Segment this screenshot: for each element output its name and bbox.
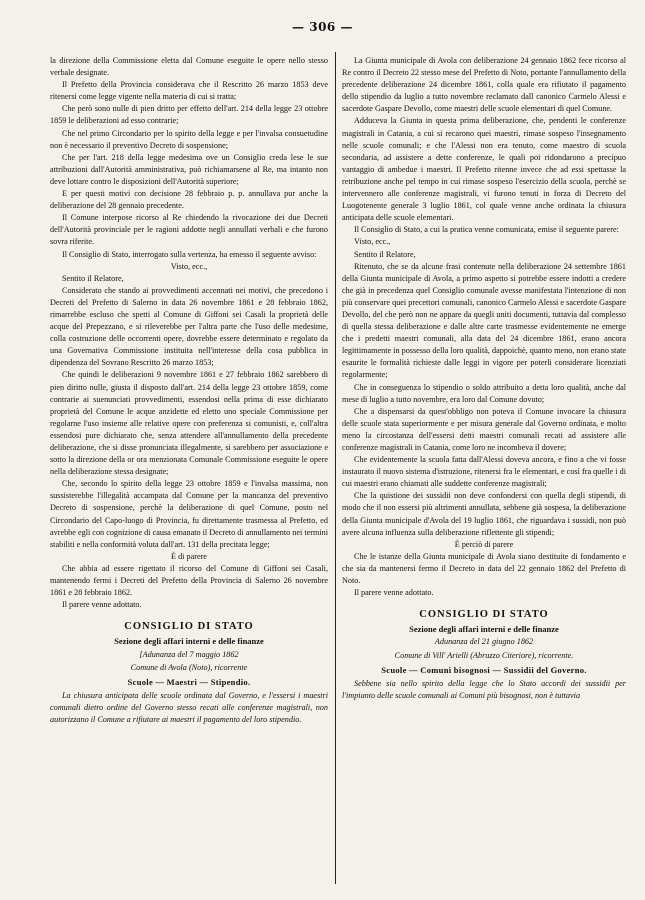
paragraph: La Giunta municipale di Avola con deliberazione 24 gennaio 1862 fece ricorso al Re contro il Decreto 22 stesso mese del Prefetto di Noto, portante l'annullamento della precedente deliberazione 24 dicembre 1861, colla quale era rifiutato il pagamento dello stipendio da luglio a tutto novembre reclamato dall canonico Carmelo Alessi e sacerdote Gaspare Devollo, come maestri delle scuole elementari di quel Comune.: [342, 56, 626, 114]
header-section: Sezione degli affari interni e delle finanze: [114, 636, 264, 647]
paragraph: Che a dispensarsi da quest'obbligo non poteva il Comune invocare la chiusura delle scuole stata superiormente e per misura generale dal Governo ordinata, e molto meno la circostanza dell'essersi detti maestri comunali recati ad assistere alle conferenze magistrali in Catania, come loro ne incombeva il dovere;: [342, 406, 626, 452]
right-column: [342, 55, 626, 702]
paragraph: Che nel primo Circondario per lo spirito della legge e per l'invalsa consuetudine non è necessario il preventivo Decreto di sospensione;: [50, 128, 328, 150]
header-date: Adunanza del 21 giugno 1862: [434, 637, 534, 647]
header-subject: Scuole — Comuni bisognosi — Sussidii del Governo.: [381, 664, 587, 675]
parere-line: È di parere: [171, 551, 207, 561]
parere-line: È perciò di parere: [454, 539, 514, 549]
left-column: [50, 55, 328, 726]
paragraph: Che quindi le deliberazioni 9 novembre 1861 e 27 febbraio 1862 sarebbero di pien diritto nulle, giusta il disposto dall'art. 214 della legge 23 ottobre 1859, come contrarie ai suenunciati provvedimenti, essendosi nella prima di esse dichiarato proprietà del Comune le acque anzidette ed eletto uno speciale Commissione per regolarne l'uso insieme alle relative opere con preferenza si comunisti, e, coll'altra essendosi pure dichiarato che, senza attendere all'annullamento della precedente deliberazione, che si disse pronunciata illegalmente, si sarebbero per associazione e sotto la direzione della or ora menzionata Comunale Commissione eseguite le opere nella deliberazione stessa designate;: [50, 370, 328, 477]
case-summary: Sebbene sia nello spirito della legge che lo Stato accordi dei sussidii per l'impianto delle scuole comunali ai Comuni più bisognosi, non è tuttavia: [342, 678, 626, 700]
paragraph: Che per l'art. 218 della legge medesima ove un Consiglio creda lese le sue attribuzioni dall'Autorità amministrativa, può richiamarsene al Re, ma intanto non deve lottare contro le disposizioni dell'Autorità superiore;: [50, 152, 328, 186]
paragraph: Che in conseguenza lo stipendio o soldo attribuito a detta loro qualità, anche dal mese di luglio a tutto novembre, era loro dal Comune dovuto;: [342, 382, 626, 404]
paragraph: Che, secondo lo spirito della legge 23 ottobre 1859 e l'invalsa massima, non sussisterebbe l'illegalità accampata dal Comune per la mancanza del preventivo Decreto di sospensione, perchè la deliberazione di quel Comune, posto nel Circondario del Capo-luogo di Provincia, fu direttamente trasmessa al Prefetto, ed avrebbe egli con cognizione di causa emanato il Decreto di annullamento nei termini stabiliti e nella conformità voluta dall'art. 131 della precitata legge;: [50, 479, 328, 549]
paragraph: Che però sono nulle di pien dritto per effetto dell'art. 214 della legge 23 ottobre 1859 le deliberazioni ad esso contrarie;: [50, 104, 328, 126]
paragraph: Che la quistione dei sussidii non deve confondersi con quella degli stipendi, di modo che il non essersi più altrimenti annullata, sebbene già sospesa, la deliberazione della Giunta municipale d'Avola del 19 luglio 1861, che riguardava i sussidi, non può avere alcuna influenza sulla deliberazione riflettente gli stipendi;: [342, 491, 626, 537]
section-header: [342, 609, 626, 675]
sentito-line: Sentito il Relatore,: [354, 249, 416, 259]
paragraph: E per questi motivi con decisione 28 febbraio p. p. annullava pur anche la deliberazione del 28 gennaio precedente.: [50, 189, 328, 211]
conclusion: Che le istanze della Giunta municipale di Avola siano destituite di fondamento e che sia da mantenersi fermo il Decreto in data del 22 gennaio 1862 del Prefetto di Noto.: [342, 551, 626, 586]
adopted-line: Il parere venne adottato.: [354, 588, 434, 598]
header-date: [Adunanza del 7 maggio 1862: [139, 649, 239, 659]
paragraph: Il Consiglio di Stato, interrogato sulla vertenza, ha emesso il seguente avviso:: [62, 249, 317, 259]
visto-line: Visto, ecc.,: [354, 237, 391, 247]
paragraph: Considerato che stando ai provvedimenti accennati nei motivi, che precedono i Decreti del Prefetto di Salerno in data 26 novembre 1861 e 28 febbraio 1862, rimarrebbe escluso che spetti al Comune di Giffoni sei Casali la proprietà delle acque del Prepezzano, e si rileverebbe per l'altra parte che l'uso delle medesime, colla costruzione delle occorrenti opere, dovrebbe essere determinato e regolato da una Governativa Commissione instituita nell'interesse della cosa pubblica in dipendenza del Sovrano Rescritto 26 marzo 1853;: [50, 285, 328, 368]
header-subject: Scuole — Maestri — Stipendio.: [127, 676, 251, 687]
paragraph: Che evidentemente la scuola fatta dall'Alessi doveva ancora, e fino a che vi fosse instaurato il nuovo sistema d'istruzione, ritenersi fra le elementari, e così fra quelle i di cui maestri erano chiamati alle suddette conferenze magistrali;: [342, 455, 626, 489]
paragraph: la direzione della Commissione eletta dal Comune eseguite le opere nello stesso verbale designate.: [50, 56, 328, 78]
paragraph: Adduceva la Giunta in questa prima deliberazione, che, pendenti le conferenze magistrali in Catania, a cui si recarono quei maestri, rimase sospeso l'insegnamento nelle scuole comunali; e che l'Alessi non era tenuto, come maestro di scuola secondaria, ad assistere a dette conferenze, le quali poi ridondarono a precipuo vantaggio di ambedue i maestri. Il Prefetto ritenne invece che ad essi spettasse la retribuzione anche pel tempo in cui rimase sospeso l'esercizio della scuola, perchè se intervennero alle conferenze magistrali, vi furono tenuti in forza di Decreto del Luogotenente generale 3 luglio 1861, col quale venne anche ordinata la chiusura anticipata delle scuole elementari.: [342, 116, 626, 223]
visto-line: Visto, ecc.,: [170, 261, 208, 271]
page-number: — 306 —: [292, 20, 353, 34]
header-title: CONSIGLIO DI STATO: [419, 609, 549, 621]
header-comune: Comune di Vill' Arielli (Abruzzo Citeriore), ricorrente.: [394, 650, 574, 660]
adopted-line: Il parere venne adottato.: [62, 600, 142, 610]
header-section: Sezione degli affari interni e delle finanze: [409, 624, 559, 635]
column-divider: [335, 52, 336, 884]
paragraph: Il Consiglio di Stato, a cui la pratica venne comunicata, emise il seguente parere:: [354, 225, 619, 235]
case-summary: La chiusura anticipata delle scuole ordinata dal Governo, e l'essersi i maestri comunali dietro ordine del Governo stesso recati alle conferenze magistrali, non autorizzano il Comune a rifiutare ai maestri il pagamento del loro stipendio.: [50, 690, 328, 724]
header-title: CONSIGLIO DI STATO: [124, 621, 254, 633]
sentito-line: Sentito il Relatore,: [62, 273, 124, 283]
paragraph: Il Comune interpose ricorso al Re chiedendo la rivocazione dei due Decreti dell'Autorità provinciale per le ragioni addotte negli annullati verbali e che furono sovra riferite.: [50, 213, 328, 247]
section-header: [50, 621, 328, 687]
paragraph: Ritenuto, che se da alcune frasi contenute nella deliberazione 24 settembre 1861 della Giunta municipale di Avola, a primo aspetto si potrebbe essere indotti a credere che già in precedenza quel Consiglio comunale avesse manifestata l'intenzione di non più conservare quei precettori comunali, canonico Carmelo Alessi e sacerdote Gaspare Devollo, del che però non ne appare da quegli uniti documenti, tuttavia dal complesso di quella stessa deliberazione e dalle altre carte trasmesse evidentemente ne emerge che i predetti maestri comunali, alla data del 24 dicembre 1861, erano ancora legittimamente in possesso della loro qualità, dappoichè, quanto meno, non erano state esaurite le formalità richieste dalle leggi in vigore per poterli considerare licenziati regolarmente;: [342, 261, 626, 380]
header-comune: Comune di Avola (Noto), ricorrente: [130, 662, 248, 672]
conclusion: Che abbia ad essere rigettato il ricorso del Comune di Giffoni sei Casali, mantenendo fermi i Decreti del Prefetto della Provincia di Salerno 26 novembre 1861 e 28 febbraio 1862.: [50, 563, 328, 598]
paragraph: Il Prefetto della Provincia considerava che il Rescritto 26 marzo 1853 deve ritenersi come legge vigente nella materia di cui si tratta;: [50, 80, 328, 102]
